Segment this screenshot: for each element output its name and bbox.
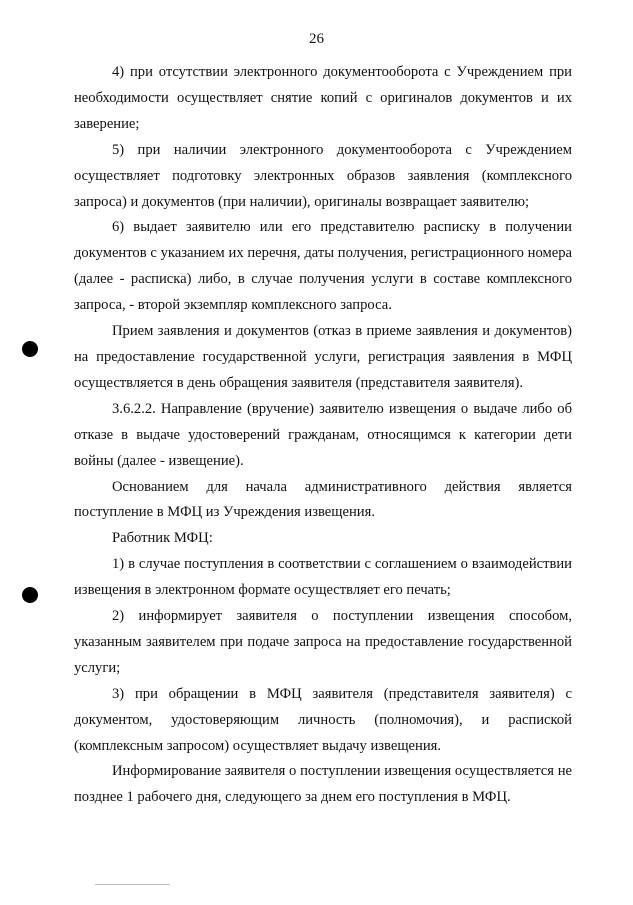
paragraph-item-3: 3) при обращении в МФЦ заявителя (представителя заявителя) с документом, удостоверяющим личность (полномочия), и распиской (комплексным запросом) осуществляет выдачу извещения. bbox=[74, 685, 572, 754]
document-body bbox=[74, 60, 572, 811]
paragraph-reception: Прием заявления и документов (отказ в приеме заявления и документов) на предоставление государственной услуги, регистрация заявления в МФЦ осуществляется в день обращения заявителя (представителя заявителя). bbox=[74, 323, 572, 391]
paragraph-informing: Информирование заявителя о поступлении извещения осуществляется не позднее 1 рабочего дня, следующего за днем его поступления в МФЦ. bbox=[74, 763, 572, 806]
paragraph-basis: Основанием для начала административного действия является поступление в МФЦ из Учреждения извещения. bbox=[74, 478, 572, 521]
paragraph-section-3-6-2-2: 3.6.2.2. Направление (вручение) заявителю извещения о выдаче либо об отказе в выдаче удостоверений гражданам, относящимся к категории дети войны (далее - извещение). bbox=[74, 400, 572, 469]
scan-artifact-line bbox=[95, 884, 170, 885]
paragraph-item-6: 6) выдает заявителю или его представителю расписку в получении документов с указанием их перечня, даты получения, регистрационного номера (далее - расписка) либо, в случае получения услуги в составе комплексного запроса, - второй экземпляр комплексного запроса. bbox=[74, 219, 572, 314]
paragraph-item-1: 1) в случае поступления в соответствии с соглашением о взаимодействии извещения в электронном формате осуществляет его печать; bbox=[74, 556, 572, 599]
paragraph-item-5: 5) при наличии электронного документооборота с Учреждением осуществляет подготовку электронных образов заявления (комплексного запроса) и документов (при наличии), оригиналы возвращает заявителю; bbox=[74, 141, 572, 210]
punch-hole-mark bbox=[22, 341, 38, 357]
paragraph-item-2: 2) информирует заявителя о поступлении извещения способом, указанным заявителем при подаче запроса на предоставление государственной услуги; bbox=[74, 608, 572, 676]
punch-hole-mark bbox=[22, 587, 38, 603]
paragraph-worker-heading: Работник МФЦ: bbox=[112, 530, 213, 547]
page-number: 26 bbox=[309, 31, 324, 47]
paragraph-item-4: 4) при отсутствии электронного документооборота с Учреждением при необходимости осуществляет снятие копий с оригиналов документов и их заверение; bbox=[74, 64, 572, 132]
